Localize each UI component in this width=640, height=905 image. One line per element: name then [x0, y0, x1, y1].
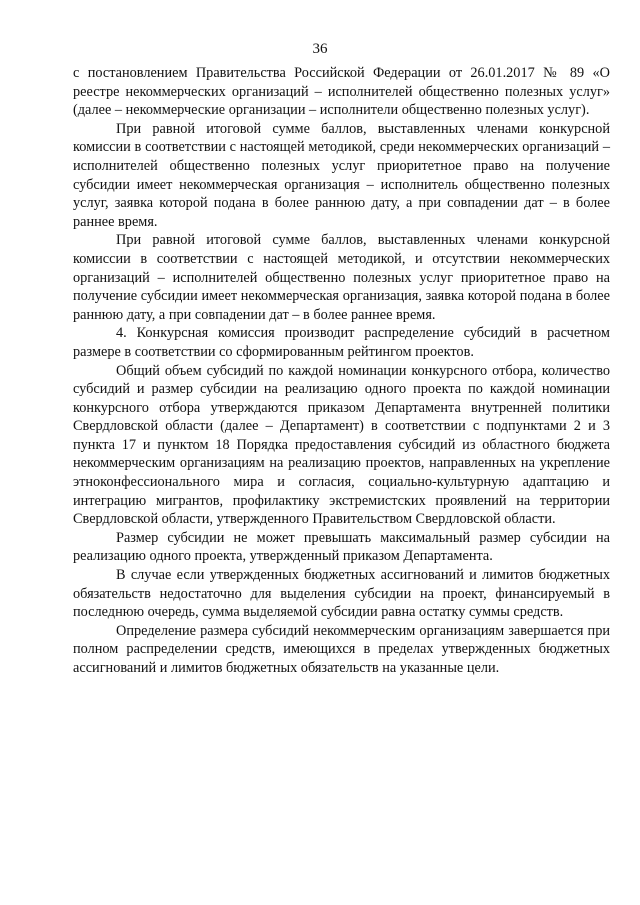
paragraph-5: Общий объем субсидий по каждой номинации конкурсного отбора, количество субсидий и размер субсидии на реализацию одного проекта по каждой номинации конкурсного отбора утверждаются приказом Департамента внутренней политики Свердловской области (далее – Департамент) в соответствии с подпунктами 2 и 3 пункта 17 и пунктом 18 Порядка предоставления субсидий из областного бюджета некоммерческим организациям на реализацию проектов, направленных на укрепление этноконфессионального мира и согласия, социально-культурную адаптацию и интеграцию мигрантов, профилактику экстремистских проявлений на территории Свердловской области, утвержденного Правительством Свердловской области. — [73, 362, 610, 528]
paragraph-2: При равной итоговой сумме баллов, выставленных членами конкурсной комиссии в соответствии с настоящей методикой, среди некоммерческих организаций – исполнителей общественно полезных услуг приоритетное право на получение субсидии имеет некоммерческая организация – исполнитель общественно полезных услуг, заявка которой подана в более раннюю дату, а при совпадении дат – в более раннее время. — [73, 120, 610, 230]
paragraph-8: Определение размера субсидий некоммерческим организациям завершается при полном распределении средств, имеющихся в пределах утвержденных бюджетных ассигнований и лимитов бюджетных обязательств на указанные цели. — [73, 622, 610, 676]
paragraph-7: В случае если утвержденных бюджетных ассигнований и лимитов бюджетных обязательств недостаточно для выделения субсидии на проект, финансируемый в последнюю очередь, сумма выделяемой субсидии равна остатку суммы средств. — [73, 567, 610, 621]
paragraph-4: 4. Конкурсная комиссия производит распределение субсидий в расчетном размере в соответствии со сформированным рейтингом проектов. — [73, 325, 610, 360]
document-body — [73, 64, 610, 678]
page-number: 36 — [312, 41, 328, 57]
paragraph-1: с постановлением Правительства Российской Федерации от 26.01.2017 № 89 «О реестре некоммерческих организаций – исполнителей общественно полезных услуг» (далее – некоммерческие организации – исполнители общественно полезных услуг). — [73, 65, 610, 119]
paragraph-6: Размер субсидии не может превышать максимальный размер субсидии на реализацию одного проекта, утвержденный приказом Департамента. — [73, 529, 610, 565]
paragraph-3: При равной итоговой сумме баллов, выставленных членами конкурсной комиссии в соответствии с настоящей методикой, и отсутствии некоммерческих организаций – исполнителей общественно полезных услуг приоритетное право на получение субсидии имеет некоммерческая организация, заявка которой подана в более раннюю дату, а при совпадении дат – в более раннее время. — [73, 232, 610, 323]
